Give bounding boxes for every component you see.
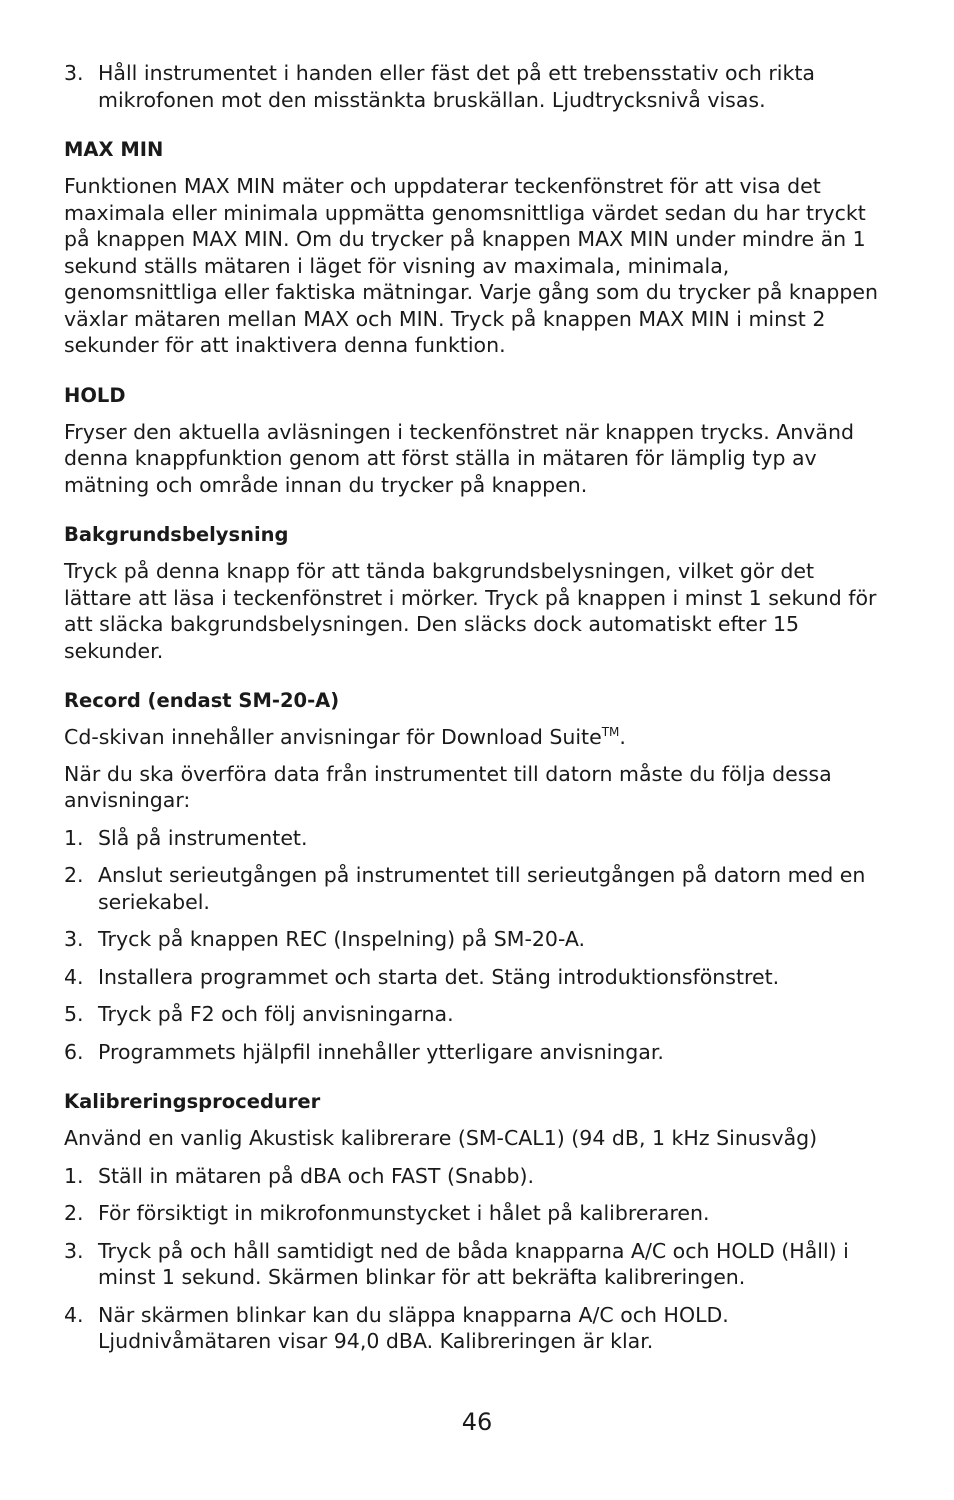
- list-item: [64, 1001, 882, 1028]
- list-text: Håll instrumentet i handen eller fäst det på ett trebensstativ och rikta mikrofonen mot den misstänkta bruskällan. Ljudtrycksnivå visas.: [98, 61, 815, 112]
- list-text: Tryck på och håll samtidigt ned de båda knapparna A/C och HOLD (Håll) i minst 1 sekund. Skärmen blinkar för att bekräfta kalibreringen.: [98, 1238, 849, 1289]
- list-item: [64, 1200, 882, 1227]
- list-number: 3.: [64, 927, 84, 951]
- list-number: 1.: [64, 825, 84, 850]
- calibration-heading: Kalibreringsprocedurer: [64, 1090, 321, 1113]
- list-item: [64, 862, 882, 915]
- list-number: 3.: [64, 1238, 84, 1263]
- list-text: Tryck på knappen REC (Inspelning) på SM-20-A.: [98, 927, 586, 951]
- list-text: Anslut serieutgången på instrumentet till serieutgången på datorn med en seriekabel.: [98, 863, 866, 914]
- backlight-body: Tryck på denna knapp för att tända bakgrundsbelysningen, vilket gör det lättare att läsa i teckenfönstret i mörker. Tryck på knappen i minst 1 sekund för att släcka bakgrundsbelysningen. Den släcks dock automatiskt efter 15 sekunder.: [64, 559, 877, 663]
- maxmin-heading: MAX MIN: [64, 138, 164, 161]
- list-text: När skärmen blinkar kan du släppa knapparna A/C och HOLD. Ljudnivåmätaren visar 94,0 dBA. Kalibreringen är klar.: [98, 1302, 729, 1353]
- list-number: 4.: [64, 1302, 84, 1327]
- cd-text-end: .: [619, 725, 626, 749]
- list-number: 5.: [64, 1002, 84, 1026]
- trademark-sup: TM: [601, 725, 620, 739]
- list-item: [64, 825, 882, 852]
- hold-heading: HOLD: [64, 383, 126, 407]
- list-item: [64, 1163, 882, 1190]
- list-item: [64, 1238, 882, 1291]
- calibration-steps-list: [64, 1163, 882, 1355]
- list-text: Programmets hjälpfil innehåller ytterligare anvisningar.: [98, 1039, 664, 1064]
- list-text: Ställ in mätaren på dBA och FAST (Snabb).: [98, 1163, 535, 1188]
- list-item: [64, 1302, 882, 1355]
- list-number: 2.: [64, 863, 84, 887]
- list-text: För försiktigt in mikrofonmunstycket i hålet på kalibreraren.: [98, 1201, 710, 1225]
- record-heading: Record (endast SM-20-A): [64, 689, 340, 712]
- list-text: Installera programmet och starta det. Stäng introduktionsfönstret.: [98, 964, 780, 989]
- record-cd-text: [64, 724, 882, 751]
- page-content: [64, 60, 882, 1355]
- list-text: Tryck på F2 och följ anvisningarna.: [98, 1002, 454, 1026]
- record-transfer-text: När du ska överföra data från instrumentet till datorn måste du följa dessa anvisningar:: [64, 761, 832, 812]
- cd-text: Cd-skivan innehåller anvisningar för Download Suite: [64, 725, 602, 749]
- list-number: 1.: [64, 1163, 84, 1188]
- list-text: Slå på instrumentet.: [98, 825, 308, 850]
- calibration-intro: Använd en vanlig Akustisk kalibrerare (SM-CAL1) (94 dB, 1 kHz Sinusvåg): [64, 1126, 818, 1150]
- intro-list-item: [64, 60, 882, 113]
- list-item: [64, 926, 882, 953]
- list-number: 6.: [64, 1039, 84, 1064]
- list-item: [64, 1039, 882, 1066]
- hold-body: Fryser den aktuella avläsningen i teckenfönstret när knappen trycks. Använd denna knappfunktion genom att först ställa in mätaren för lämplig typ av mätning och område innan du trycker på knappen.: [64, 419, 854, 497]
- maxmin-body: Funktionen MAX MIN mäter och uppdaterar teckenfönstret för att visa det maximala eller minimala uppmätta genomsnittliga värdet sedan du har tryckt på knappen MAX MIN. Om du trycker på knappen MAX MIN under mindre än 1 sekund ställs mätaren i läget för visning av maximala, minimala, genomsnittliga eller faktiska mätningar. Varje gång som du trycker på knappen växlar mätaren mellan MAX och MIN. Tryck på knappen MAX MIN i minst 2 sekunder för att inaktivera denna funktion.: [64, 174, 878, 357]
- backlight-heading: Bakgrundsbelysning: [64, 523, 289, 546]
- record-steps-list: [64, 825, 882, 1066]
- list-number: 2.: [64, 1201, 84, 1225]
- list-number: 4.: [64, 964, 84, 989]
- list-number: 3.: [64, 61, 84, 85]
- page-number: 46: [461, 1408, 493, 1436]
- list-item: [64, 964, 882, 991]
